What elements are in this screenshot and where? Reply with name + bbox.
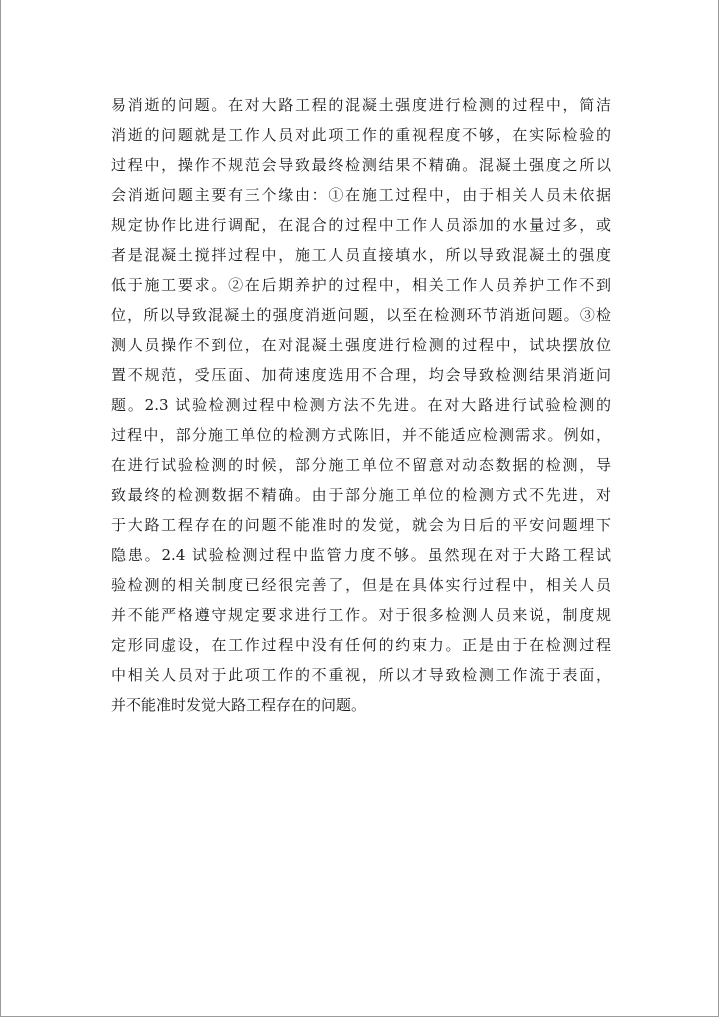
text-line: 易消逝的问题。在对大路工程的混凝土强度进行检测的过程中，简洁 [111, 96, 611, 114]
text-line: 题。2.3 试验检测过程中检测方法不先进。在对大路进行试验检测的 [111, 396, 611, 414]
text-line: 规定协作比进行调配，在混合的过程中工作人员添加的水量过多，或 [111, 216, 611, 234]
text-line: 低于施工要求。②在后期养护的过程中，相关工作人员养护工作不到 [111, 276, 611, 294]
text-line: 验检测的相关制度已经很完善了，但是在具体实行过程中，相关人员 [111, 576, 611, 594]
text-line: 并不能准时发觉大路工程存在的问题。 [111, 696, 367, 714]
text-line: 于大路工程存在的问题不能准时的发觉，就会为日后的平安问题埋下 [111, 516, 611, 534]
text-line: 隐患。2.4 试验检测过程中监管力度不够。虽然现在对于大路工程试 [111, 546, 611, 564]
text-line: 致最终的检测数据不精确。由于部分施工单位的检测方式不先进，对 [111, 486, 611, 504]
text-line: 置不规范，受压面、加荷速度选用不合理，均会导致检测结果消逝问 [111, 366, 611, 384]
text-line: 者是混凝土搅拌过程中，施工人员直接填水，所以导致混凝土的强度 [111, 246, 611, 264]
text-line: 会消逝问题主要有三个缘由：①在施工过程中，由于相关人员未依据 [111, 186, 611, 204]
text-line: 定形同虚设，在工作过程中没有任何的约束力。正是由于在检测过程 [111, 636, 611, 654]
text-line: 测人员操作不到位，在对混凝土强度进行检测的过程中，试块摆放位 [111, 336, 611, 354]
text-line: 并不能严格遵守规定要求进行工作。对于很多检测人员来说，制度规 [111, 606, 611, 624]
text-line: 位，所以导致混凝土的强度消逝问题，以至在检测环节消逝问题。③检 [111, 306, 611, 324]
text-line: 过程中，操作不规范会导致最终检测结果不精确。混凝土强度之所以 [111, 156, 611, 174]
text-line: 中相关人员对于此项工作的不重视，所以才导致检测工作流于表面， [111, 666, 611, 684]
text-line: 在进行试验检测的时候，部分施工单位不留意对动态数据的检测，导 [111, 456, 611, 474]
text-line: 消逝的问题就是工作人员对此项工作的重视程度不够，在实际检验的 [111, 126, 611, 144]
body-paragraph [111, 90, 611, 720]
text-line: 过程中，部分施工单位的检测方式陈旧，并不能适应检测需求。例如， [111, 426, 611, 444]
